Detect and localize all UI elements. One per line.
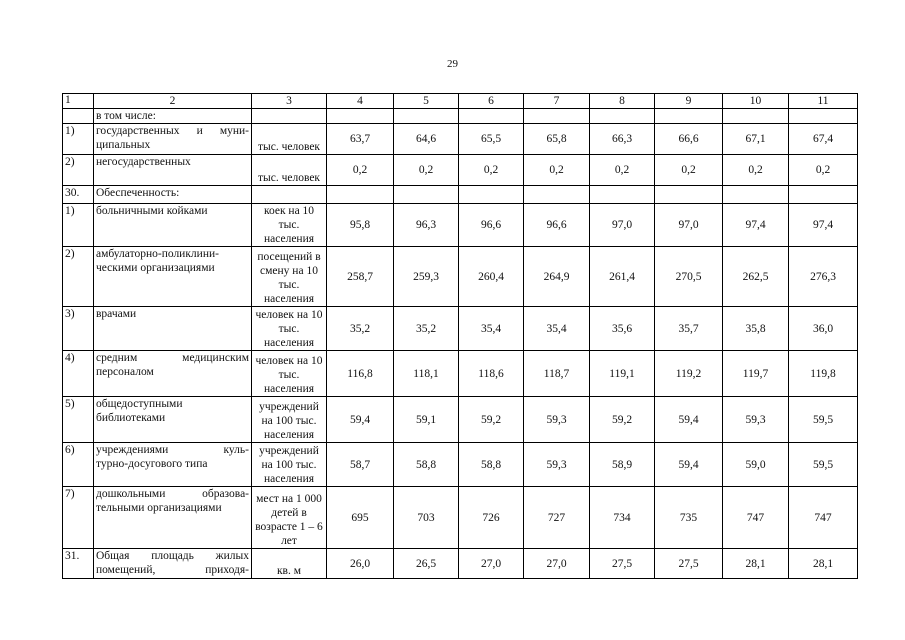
value-cell [789, 186, 858, 204]
row-number-cell: 4) [63, 351, 94, 397]
value-cell: 747 [789, 487, 858, 549]
value-cell: 59,5 [789, 443, 858, 487]
value-cell [655, 186, 723, 204]
value-cell [327, 186, 394, 204]
value-cell: 35,8 [723, 307, 789, 351]
row-number-cell: 6) [63, 443, 94, 487]
value-cell: 27,5 [655, 549, 723, 579]
table-row [63, 443, 858, 487]
value-cell [524, 186, 590, 204]
value-cell: 262,5 [723, 247, 789, 307]
value-cell: 35,2 [394, 307, 459, 351]
value-cell: 59,3 [524, 397, 590, 443]
value-cell: 119,1 [590, 351, 655, 397]
unit-cell: мест на 1 000 детей в возрасте 1 – 6 лет [252, 487, 327, 549]
value-cell [394, 109, 459, 124]
value-cell: 35,7 [655, 307, 723, 351]
table-row [63, 351, 858, 397]
indicator-name-cell: общедоступными библиотеками [94, 397, 252, 443]
header-cell: 11 [789, 94, 858, 109]
value-cell: 28,1 [789, 549, 858, 579]
table-row [63, 124, 858, 155]
value-cell: 96,6 [459, 204, 524, 247]
value-cell: 727 [524, 487, 590, 549]
value-cell: 59,5 [789, 397, 858, 443]
indicator-name-cell: учреждениями куль- турно-досугового типа [94, 443, 252, 487]
value-cell: 59,2 [590, 397, 655, 443]
table-row [63, 307, 858, 351]
value-cell: 35,4 [524, 307, 590, 351]
value-cell: 27,5 [590, 549, 655, 579]
value-cell: 26,5 [394, 549, 459, 579]
unit-cell: тыс. человек [252, 124, 327, 155]
value-cell: 65,8 [524, 124, 590, 155]
value-cell: 118,7 [524, 351, 590, 397]
indicator-name-cell: амбулаторно-поликлини- ческими организациями [94, 247, 252, 307]
value-cell: 26,0 [327, 549, 394, 579]
value-cell: 58,7 [327, 443, 394, 487]
header-cell: 1 [63, 94, 94, 109]
value-cell: 36,0 [789, 307, 858, 351]
row-number-cell: 1) [63, 124, 94, 155]
unit-cell [252, 186, 327, 204]
header-cell: 4 [327, 94, 394, 109]
value-cell: 0,2 [459, 155, 524, 186]
header-cell: 10 [723, 94, 789, 109]
value-cell: 259,3 [394, 247, 459, 307]
value-cell [590, 186, 655, 204]
value-cell: 118,6 [459, 351, 524, 397]
unit-cell: посещений в смену на 10 тыс. населения [252, 247, 327, 307]
row-number-cell: 2) [63, 155, 94, 186]
value-cell: 97,0 [590, 204, 655, 247]
value-cell: 59,4 [327, 397, 394, 443]
value-cell: 27,0 [459, 549, 524, 579]
value-cell: 119,8 [789, 351, 858, 397]
value-cell [723, 186, 789, 204]
header-cell: 6 [459, 94, 524, 109]
header-cell: 3 [252, 94, 327, 109]
value-cell [789, 109, 858, 124]
value-cell: 747 [723, 487, 789, 549]
value-cell [459, 109, 524, 124]
value-cell [524, 109, 590, 124]
indicator-name-cell: средним медицинским персоналом [94, 351, 252, 397]
header-cell: 5 [394, 94, 459, 109]
value-cell: 0,2 [723, 155, 789, 186]
value-cell: 58,9 [590, 443, 655, 487]
indicator-name-cell: дошкольными образова- тельными организациями [94, 487, 252, 549]
value-cell: 270,5 [655, 247, 723, 307]
value-cell: 63,7 [327, 124, 394, 155]
header-cell: 2 [94, 94, 252, 109]
value-cell: 67,4 [789, 124, 858, 155]
table-row [63, 204, 858, 247]
unit-cell: человек на 10 тыс. населения [252, 351, 327, 397]
value-cell: 65,5 [459, 124, 524, 155]
value-cell: 64,6 [394, 124, 459, 155]
value-cell [394, 186, 459, 204]
value-cell: 59,1 [394, 397, 459, 443]
value-cell: 35,6 [590, 307, 655, 351]
value-cell: 67,1 [723, 124, 789, 155]
indicator-name-cell: негосударственных [94, 155, 252, 186]
unit-cell: коек на 10 тыс. населения [252, 204, 327, 247]
value-cell: 735 [655, 487, 723, 549]
page-number: 29 [447, 58, 458, 70]
table-row [63, 549, 858, 579]
value-cell: 59,4 [655, 397, 723, 443]
value-cell: 59,4 [655, 443, 723, 487]
row-number-cell: 7) [63, 487, 94, 549]
value-cell: 66,3 [590, 124, 655, 155]
header-cell: 9 [655, 94, 723, 109]
unit-cell: учреждений на 100 тыс. населения [252, 443, 327, 487]
value-cell: 58,8 [394, 443, 459, 487]
indicator-name-cell: государственных и муни- ципальных [94, 124, 252, 155]
unit-cell [252, 109, 327, 124]
value-cell: 0,2 [394, 155, 459, 186]
value-cell: 97,4 [789, 204, 858, 247]
row-number-cell [63, 109, 94, 124]
value-cell: 59,3 [524, 443, 590, 487]
value-cell: 0,2 [327, 155, 394, 186]
value-cell: 726 [459, 487, 524, 549]
table-row [63, 109, 858, 124]
value-cell: 27,0 [524, 549, 590, 579]
value-cell: 264,9 [524, 247, 590, 307]
header-cell: 7 [524, 94, 590, 109]
value-cell [655, 109, 723, 124]
value-cell: 118,1 [394, 351, 459, 397]
value-cell [723, 109, 789, 124]
value-cell: 58,8 [459, 443, 524, 487]
unit-cell: тыс. человек [252, 155, 327, 186]
value-cell: 28,1 [723, 549, 789, 579]
value-cell: 703 [394, 487, 459, 549]
value-cell: 35,2 [327, 307, 394, 351]
table-row [63, 247, 858, 307]
table-row [63, 487, 858, 549]
row-number-cell: 2) [63, 247, 94, 307]
table-row [63, 155, 858, 186]
header-cell: 8 [590, 94, 655, 109]
value-cell: 695 [327, 487, 394, 549]
value-cell: 0,2 [590, 155, 655, 186]
unit-cell: учреждений на 100 тыс. населения [252, 397, 327, 443]
value-cell: 261,4 [590, 247, 655, 307]
value-cell: 0,2 [789, 155, 858, 186]
value-cell: 119,2 [655, 351, 723, 397]
value-cell: 59,0 [723, 443, 789, 487]
value-cell: 734 [590, 487, 655, 549]
value-cell: 276,3 [789, 247, 858, 307]
value-cell [459, 186, 524, 204]
value-cell: 59,3 [723, 397, 789, 443]
indicator-name-cell: Обеспеченность: [94, 186, 252, 204]
value-cell: 119,7 [723, 351, 789, 397]
value-cell: 35,4 [459, 307, 524, 351]
value-cell: 97,4 [723, 204, 789, 247]
table-header-row [63, 94, 858, 109]
value-cell [590, 109, 655, 124]
value-cell: 66,6 [655, 124, 723, 155]
value-cell: 97,0 [655, 204, 723, 247]
statistics-table [62, 93, 858, 579]
table-row [63, 397, 858, 443]
row-number-cell: 3) [63, 307, 94, 351]
row-number-cell: 1) [63, 204, 94, 247]
value-cell [327, 109, 394, 124]
value-cell: 258,7 [327, 247, 394, 307]
indicator-name-cell: в том числе: [94, 109, 252, 124]
unit-cell: кв. м [252, 549, 327, 579]
value-cell: 96,6 [524, 204, 590, 247]
table-row [63, 186, 858, 204]
value-cell: 116,8 [327, 351, 394, 397]
value-cell: 95,8 [327, 204, 394, 247]
unit-cell: человек на 10 тыс. населения [252, 307, 327, 351]
indicator-name-cell: больничными койками [94, 204, 252, 247]
indicator-name-cell: врачами [94, 307, 252, 351]
row-number-cell: 5) [63, 397, 94, 443]
row-number-cell: 30. [63, 186, 94, 204]
value-cell: 0,2 [655, 155, 723, 186]
value-cell: 59,2 [459, 397, 524, 443]
value-cell: 96,3 [394, 204, 459, 247]
value-cell: 260,4 [459, 247, 524, 307]
row-number-cell: 31. [63, 549, 94, 579]
value-cell: 0,2 [524, 155, 590, 186]
indicator-name-cell: Общая площадь жилых помещений, приходя- [94, 549, 252, 579]
